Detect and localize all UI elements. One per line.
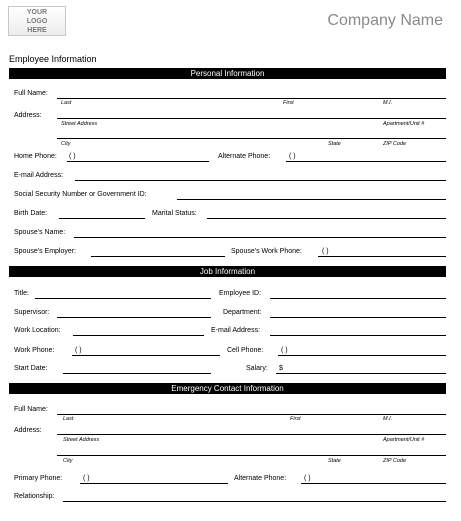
emergency-city-sublabel: City — [63, 458, 73, 464]
emergency-zip-sublabel: ZIP Code — [383, 458, 407, 464]
primary-phone-label: Primary Phone: — [14, 475, 63, 482]
first-name-sublabel: First — [283, 100, 294, 106]
alternate-phone-area-code: ( ) — [289, 153, 296, 160]
alternate-phone-field[interactable] — [286, 161, 446, 162]
last-name-sublabel: Last — [61, 100, 72, 106]
salary-label: Salary: — [246, 365, 268, 372]
title-field[interactable] — [35, 298, 211, 299]
street-address-field[interactable] — [57, 118, 446, 119]
work-phone-label: Work Phone: — [14, 347, 55, 354]
emergency-street-address-field[interactable] — [57, 434, 446, 435]
primary-phone-area-code: ( ) — [83, 475, 90, 482]
work-email-field[interactable] — [270, 335, 446, 336]
spouse-employer-field[interactable] — [91, 256, 225, 257]
ssn-field[interactable] — [177, 199, 446, 200]
birth-date-label: Birth Date: — [14, 210, 48, 217]
employee-id-label: Employee ID: — [219, 290, 262, 297]
title-label: Title: — [14, 290, 29, 297]
state-sublabel: State — [328, 141, 341, 147]
home-phone-field[interactable] — [67, 161, 209, 162]
full-name-field[interactable] — [57, 98, 446, 99]
relationship-label: Relationship: — [14, 493, 55, 500]
start-date-field[interactable] — [63, 373, 211, 374]
spouse-work-phone-area-code: ( ) — [322, 248, 329, 255]
work-location-label: Work Location: — [14, 327, 61, 334]
spouse-work-phone-field[interactable] — [318, 256, 446, 257]
city-sublabel: City — [61, 141, 71, 147]
section-bar-job: Job Information — [9, 266, 446, 277]
department-field[interactable] — [270, 317, 446, 318]
spouse-name-label: Spouse's Name: — [14, 229, 66, 236]
middle-initial-sublabel: M.I. — [383, 100, 393, 106]
email-label: E-mail Address: — [14, 172, 64, 179]
alternate-phone-label: Alternate Phone: — [218, 153, 271, 160]
employee-id-field[interactable] — [270, 298, 446, 299]
primary-phone-field[interactable] — [80, 483, 228, 484]
spouse-employer-label: Spouse's Employer: — [14, 248, 77, 255]
zip-sublabel: ZIP Code — [383, 141, 407, 147]
emergency-city-state-zip-field[interactable] — [57, 455, 446, 456]
birth-date-field[interactable] — [59, 218, 145, 219]
emergency-state-sublabel: State — [328, 458, 341, 464]
street-address-sublabel: Street Address — [61, 121, 98, 127]
work-phone-field[interactable] — [72, 355, 220, 356]
full-name-label: Full Name: — [14, 90, 48, 97]
form-title: Employee Information — [9, 54, 97, 64]
emergency-last-sublabel: Last — [63, 416, 74, 422]
department-label: Department: — [223, 309, 262, 316]
section-bar-emergency: Emergency Contact Information — [9, 383, 446, 394]
supervisor-label: Supervisor: — [14, 309, 50, 316]
address-label: Address: — [14, 112, 42, 119]
emergency-apartment-sublabel: Apartment/Unit # — [383, 437, 425, 443]
emergency-alternate-phone-area-code: ( ) — [304, 475, 311, 482]
marital-status-label: Marital Status: — [152, 210, 197, 217]
supervisor-field[interactable] — [57, 317, 211, 318]
spouse-name-field[interactable] — [74, 237, 446, 238]
logo-text: YOUR LOGO HERE — [26, 8, 48, 34]
marital-status-field[interactable] — [207, 218, 446, 219]
work-phone-area-code: ( ) — [75, 347, 82, 354]
emergency-alternate-phone-field[interactable] — [301, 483, 446, 484]
spouse-work-phone-label: Spouse's Work Phone: — [231, 248, 302, 255]
section-bar-personal: Personal Information — [9, 68, 446, 79]
work-email-label: E-mail Address: — [211, 327, 261, 334]
cell-phone-label: Cell Phone: — [227, 347, 264, 354]
emergency-alternate-phone-label: Alternate Phone: — [234, 475, 287, 482]
cell-phone-field[interactable] — [278, 355, 446, 356]
salary-field[interactable] — [276, 373, 446, 374]
company-name: Company Name — [327, 12, 443, 29]
start-date-label: Start Date: — [14, 365, 48, 372]
emergency-street-sublabel: Street Address — [63, 437, 100, 443]
email-field[interactable] — [75, 180, 446, 181]
home-phone-label: Home Phone: — [14, 153, 57, 160]
emergency-full-name-field[interactable] — [57, 414, 446, 415]
emergency-first-sublabel: First — [290, 416, 301, 422]
emergency-full-name-label: Full Name: — [14, 406, 48, 413]
ssn-label: Social Security Number or Government ID: — [14, 191, 147, 198]
home-phone-area-code: ( ) — [69, 153, 76, 160]
salary-dollar-sign: $ — [279, 365, 283, 372]
logo-placeholder — [8, 6, 66, 36]
emergency-address-label: Address: — [14, 427, 42, 434]
emergency-mi-sublabel: M.I. — [383, 416, 393, 422]
city-state-zip-field[interactable] — [57, 138, 446, 139]
cell-phone-area-code: ( ) — [281, 347, 288, 354]
apartment-sublabel: Apartment/Unit # — [383, 121, 425, 127]
relationship-field[interactable] — [63, 501, 446, 502]
work-location-field[interactable] — [73, 335, 204, 336]
